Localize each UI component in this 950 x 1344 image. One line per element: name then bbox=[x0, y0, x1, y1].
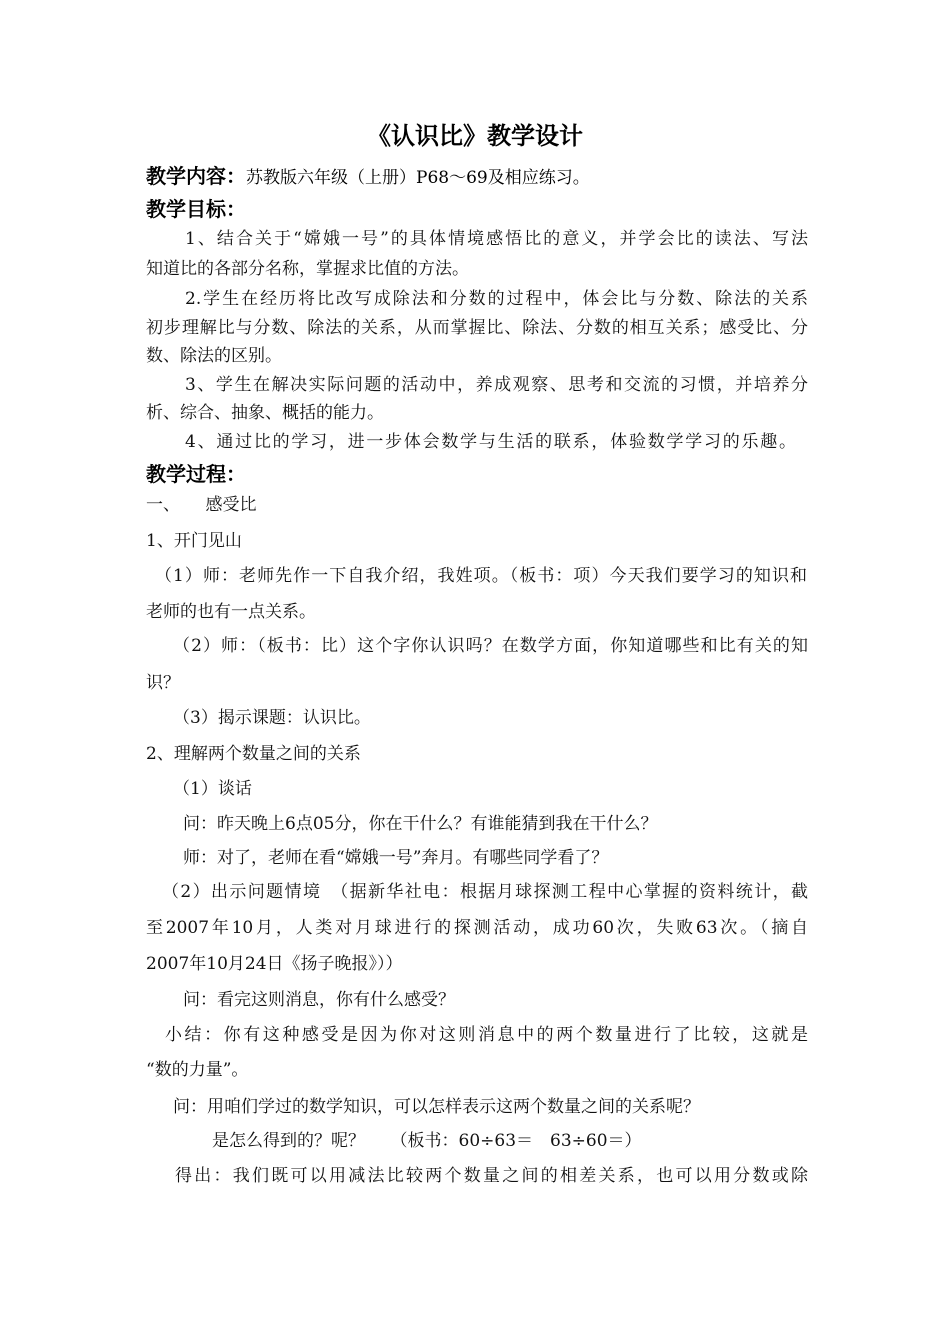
process-line: （3）揭示课题：认识比。 bbox=[173, 708, 371, 728]
process-line: 师：对了，老师在看“嫦娥一号”奔月。有哪些同学看了？ bbox=[183, 848, 609, 868]
process-line: 老师的也有一点关系。 bbox=[146, 602, 316, 622]
process-line: （2）出示问题情境 （据新华社电：根据月球探测工程中心掌握的资料统计，截 bbox=[162, 882, 808, 902]
process-line: （2）师：（板书：比）这个字你认识吗？在数学方面，你知道哪些和比有关的知 bbox=[173, 636, 808, 656]
objective-line: 4、通过比的学习，进一步体会数学与生活的联系，体验数学学习的乐趣。 bbox=[185, 432, 796, 452]
process-line: 2007年10月24日《扬子晚报》）） bbox=[146, 954, 403, 974]
document-title: 《认识比》教学设计 bbox=[367, 122, 583, 150]
objective-line: 3、学生在解决实际问题的活动中，养成观察、思考和交流的习惯，并培养分 bbox=[185, 375, 808, 395]
process-line: 问：昨天晚上6点05分，你在干什么？有谁能猜到我在干什么？ bbox=[183, 814, 658, 834]
process-line: 1、开门见山 bbox=[146, 531, 242, 551]
process-line: （1）谈话 bbox=[173, 779, 252, 799]
process-line: 至2007年10月，人类对月球进行的探测活动，成功60次，失败63次。（摘自 bbox=[146, 918, 808, 938]
objective-line: 1、结合关于“嫦娥一号”的具体情境感悟比的意义，并学会比的读法、写法 bbox=[185, 229, 808, 249]
process-line: 问：用咱们学过的数学知识，可以怎样表示这两个数量之间的关系呢？ bbox=[173, 1097, 700, 1117]
process-line: “数的力量”。 bbox=[146, 1060, 249, 1080]
content-value: 苏教版六年级（上册）P68～69及相应练习。 bbox=[246, 168, 590, 188]
objective-line: 析、综合、抽象、概括的能力。 bbox=[146, 403, 384, 423]
process-line: 一、 感受比 bbox=[146, 495, 257, 515]
process-line: 问：看完这则消息，你有什么感受？ bbox=[183, 990, 455, 1010]
objectives-heading: 教学目标： bbox=[146, 197, 246, 221]
process-line: （1）师：老师先作一下自我介绍，我姓项。（板书：项）今天我们要学习的知识和 bbox=[155, 566, 807, 586]
objective-line: 数、除法的区别。 bbox=[146, 346, 282, 366]
process-heading: 教学过程： bbox=[146, 462, 246, 486]
process-line: 是怎么得到的？呢？ （板书：60÷63＝ 63÷60＝） bbox=[212, 1131, 642, 1151]
process-line: 小结：你有这种感受是因为你对这则消息中的两个数量进行了比较，这就是 bbox=[165, 1025, 808, 1045]
process-line: 2、理解两个数量之间的关系 bbox=[146, 744, 361, 764]
objective-line: 知道比的各部分名称，掌握求比值的方法。 bbox=[146, 259, 469, 279]
content-heading bbox=[146, 166, 590, 187]
content-label: 教学内容： bbox=[146, 164, 246, 188]
process-line: 得出：我们既可以用减法比较两个数量之间的相差关系，也可以用分数或除 bbox=[175, 1166, 808, 1186]
process-line: 识？ bbox=[146, 673, 180, 693]
objective-line: 初步理解比与分数、除法的关系，从而掌握比、除法、分数的相互关系；感受比、分 bbox=[146, 318, 808, 338]
objective-line: 2.学生在经历将比改写成除法和分数的过程中，体会比与分数、除法的关系 bbox=[185, 289, 808, 309]
